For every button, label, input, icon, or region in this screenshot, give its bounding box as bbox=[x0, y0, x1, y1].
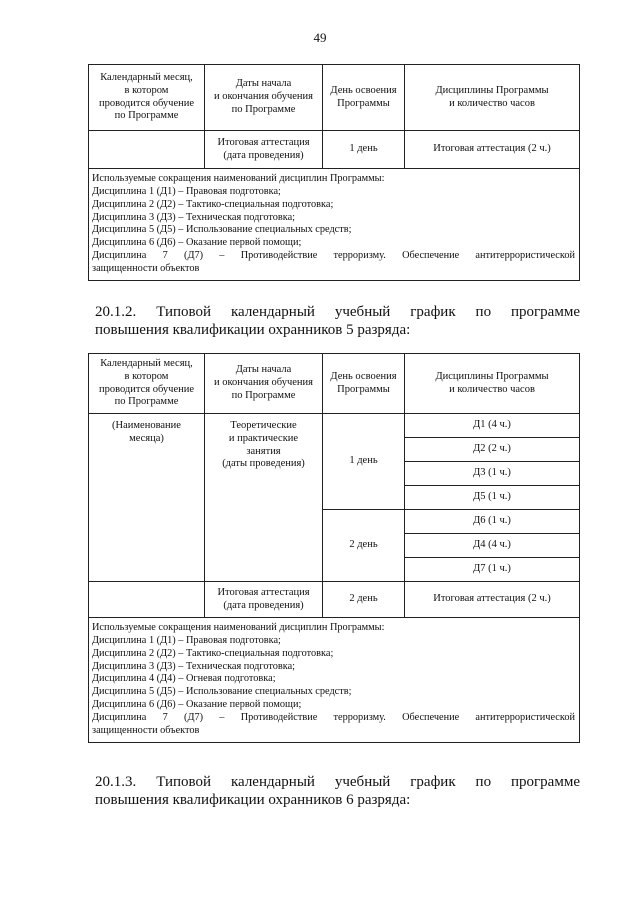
cell-text-line: в котором bbox=[124, 370, 169, 382]
schedule-table-4th-grade-tail bbox=[88, 64, 580, 281]
cell-text-line: по Программе bbox=[231, 389, 296, 401]
final-month-cell bbox=[89, 131, 205, 169]
cell-text-line: (Наименование bbox=[112, 420, 181, 431]
final-disciplines-cell: Итоговая аттестация (2 ч.) bbox=[405, 582, 580, 618]
cell-text-line: и количество часов bbox=[449, 383, 535, 395]
notes-line: Используемые сокращения наименований дисциплин Программы: bbox=[92, 622, 385, 633]
cell-text-line: День освоения bbox=[330, 370, 397, 382]
notes-line: Дисциплина 3 (Д3) – Техническая подготовка; bbox=[92, 211, 296, 223]
cell-text-line: Дисциплины Программы bbox=[435, 370, 549, 382]
cell-text-line: и окончания обучения bbox=[213, 91, 314, 103]
final-day-cell: 1 день bbox=[323, 131, 405, 169]
month-cell bbox=[89, 414, 205, 582]
header-day bbox=[323, 65, 405, 131]
cell-text-line: Теоретические bbox=[230, 420, 297, 431]
day-1-cell: 1 день bbox=[323, 414, 405, 510]
final-disciplines-cell: Итоговая аттестация (2 ч.) bbox=[405, 131, 580, 169]
cell-text-line: проводится обучение bbox=[98, 383, 195, 395]
header-disciplines bbox=[405, 65, 580, 131]
final-day-cell: 2 день bbox=[323, 582, 405, 618]
cell-text-line: в котором bbox=[124, 84, 169, 96]
notes-line-last: защищенности объектов bbox=[92, 263, 200, 275]
notes-line: Дисциплина 2 (Д2) – Тактико-специальная подготовка; bbox=[92, 647, 334, 659]
cell-text-line: Даты начала bbox=[235, 78, 292, 90]
notes-row bbox=[89, 169, 580, 281]
cell-text-line: (дата проведения) bbox=[223, 149, 304, 161]
discipline-cell: Д1 (4 ч.) bbox=[405, 414, 580, 438]
cell-text-line: проводится обучение bbox=[98, 97, 195, 109]
section-heading-20-1-2: 20.1.2. Типовой календарный учебный график по программе повышения квалификации охранников 5 разряда: bbox=[95, 304, 580, 338]
notes-line: Дисциплина 5 (Д5) – Использование специальных средств; bbox=[92, 224, 352, 236]
page-number: 49 bbox=[313, 30, 327, 45]
cell-text-line: по Программе bbox=[231, 103, 296, 115]
notes-line-d7: Дисциплина 7 (Д7) – Противодействие терроризму. Обеспечение антитеррористической bbox=[92, 250, 575, 262]
cell-text-line: месяца) bbox=[129, 432, 164, 444]
final-month-cell bbox=[89, 582, 205, 618]
schedule-table-5th-grade bbox=[88, 353, 580, 743]
table-header-row bbox=[89, 354, 580, 414]
cell-text-line: и окончания обучения bbox=[213, 377, 314, 389]
discipline-cell: Д7 (1 ч.) bbox=[405, 558, 580, 582]
section-heading-20-1-3: 20.1.3. Типовой календарный учебный график по программе повышения квалификации охранников 6 разряда: bbox=[95, 774, 580, 808]
cell-text-line: (дата проведения) bbox=[223, 599, 304, 611]
header-month bbox=[89, 65, 205, 131]
notes-line: Дисциплина 6 (Д6) – Оказание первой помощи; bbox=[92, 237, 302, 249]
cell-text-line: по Программе bbox=[114, 110, 179, 122]
notes-line: Дисциплина 6 (Д6) – Оказание первой помощи; bbox=[92, 699, 302, 711]
final-dates-cell bbox=[205, 131, 323, 169]
discipline-cell: Д3 (1 ч.) bbox=[405, 462, 580, 486]
header-disciplines bbox=[405, 354, 580, 414]
discipline-cell: Д6 (1 ч.) bbox=[405, 510, 580, 534]
notes-row bbox=[89, 618, 580, 743]
notes-line: Дисциплина 5 (Д5) – Использование специальных средств; bbox=[92, 686, 352, 698]
notes-line: Дисциплина 3 (Д3) – Техническая подготовка; bbox=[92, 660, 296, 672]
cell-text-line: Итоговая аттестация bbox=[217, 136, 310, 148]
discipline-cell: Д4 (4 ч.) bbox=[405, 534, 580, 558]
discipline-cell: Д5 (1 ч.) bbox=[405, 486, 580, 510]
notes-line: Дисциплина 1 (Д1) – Правовая подготовка; bbox=[92, 185, 281, 197]
abbreviations-notes bbox=[89, 169, 580, 281]
cell-text-line: и количество часов bbox=[449, 97, 535, 109]
notes-line: Дисциплина 2 (Д2) – Тактико-специальная подготовка; bbox=[92, 198, 334, 210]
final-attestation-row bbox=[89, 131, 580, 169]
day-2-cell: 2 день bbox=[323, 510, 405, 582]
cell-text-line: День освоения bbox=[330, 84, 397, 96]
cell-text-line: занятия bbox=[246, 445, 281, 457]
header-day bbox=[323, 354, 405, 414]
header-dates bbox=[205, 65, 323, 131]
dates-cell bbox=[205, 414, 323, 582]
notes-line: Используемые сокращения наименований дисциплин Программы: bbox=[92, 173, 385, 184]
cell-text-line: и практические bbox=[228, 432, 299, 444]
notes-line: Дисциплина 1 (Д1) – Правовая подготовка; bbox=[92, 634, 281, 646]
cell-text-line: Календарный месяц, bbox=[100, 71, 193, 83]
table-header-row bbox=[89, 65, 580, 131]
header-month bbox=[89, 354, 205, 414]
cell-text-line: Программы bbox=[337, 97, 390, 109]
discipline-cell: Д2 (2 ч.) bbox=[405, 438, 580, 462]
cell-text-line: по Программе bbox=[114, 396, 179, 408]
final-attestation-row bbox=[89, 582, 580, 618]
final-dates-cell bbox=[205, 582, 323, 618]
cell-text-line: Программы bbox=[337, 383, 390, 395]
abbreviations-notes bbox=[89, 618, 580, 743]
notes-line: Дисциплина 4 (Д4) – Огневая подготовка; bbox=[92, 673, 276, 685]
cell-text-line: Даты начала bbox=[235, 364, 292, 376]
table-row bbox=[89, 414, 580, 438]
cell-text-line: Итоговая аттестация bbox=[217, 586, 310, 598]
notes-line-last: защищенности объектов bbox=[92, 724, 200, 736]
notes-line-d7: Дисциплина 7 (Д7) – Противодействие терроризму. Обеспечение антитеррористической bbox=[92, 712, 575, 724]
cell-text-line: Календарный месяц, bbox=[100, 357, 193, 369]
cell-text-line: Дисциплины Программы bbox=[435, 84, 549, 96]
cell-text-line: (даты проведения) bbox=[222, 458, 305, 470]
header-dates bbox=[205, 354, 323, 414]
